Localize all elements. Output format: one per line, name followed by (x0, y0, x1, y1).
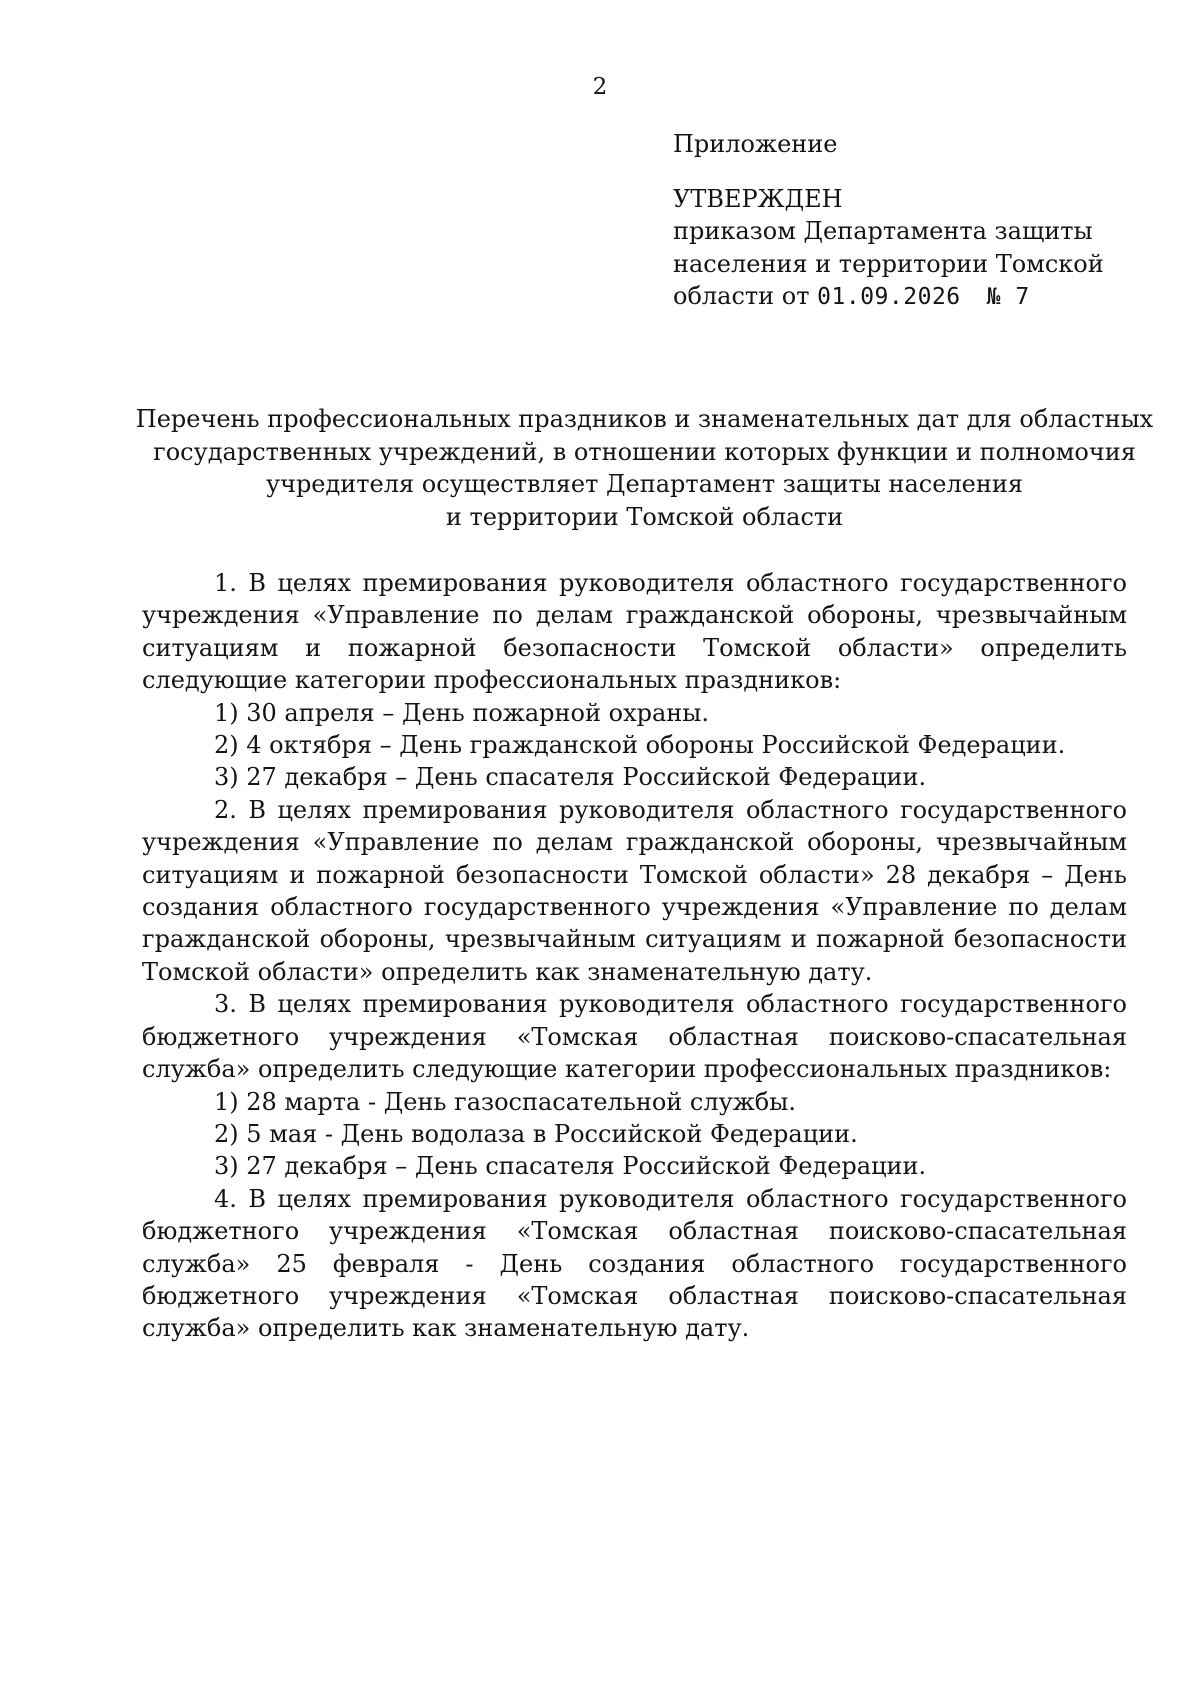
page-number: 2 (592, 74, 608, 100)
annex-label: Приложение (673, 130, 838, 158)
section-2-paragraph: 2. В целях премирования руководителя областного государственного учреждения «Управление по делам гражданской обороны, чрезвычайным ситуациям и пожарной безопасности Томской области» 28 декабря – День создания областного государственного учреждения «Управление по делам гражданской обороны, чрезвычайным ситуациям и пожарной безопасности Томской области» определить как знаменательную дату. (142, 795, 1127, 986)
section-1-item-3: 3) 27 декабря – День спасателя Российской Федерации. (214, 763, 927, 792)
title-line-4: и территории Томской области (445, 502, 844, 531)
title-line-2: государственных учреждений, в отношении которых функции и полномочия (153, 437, 1136, 466)
section-1-item-2: 2) 4 октября – День гражданской обороны Российской Федерации. (214, 731, 1066, 760)
document-title (120, 403, 1169, 533)
approval-gap (673, 161, 1153, 183)
document-body (142, 567, 1127, 1345)
title-line-1: Перечень профессиональных праздников и знаменательных дат для областных (135, 405, 1154, 433)
approval-line-3-prefix: области от (673, 282, 810, 310)
approval-block (673, 128, 1153, 314)
approved-label: УТВЕРЖДЕН (673, 184, 843, 213)
approval-line-1: приказом Департамента защиты (673, 217, 1093, 245)
approval-line-2: населения и территории Томской (673, 249, 1104, 278)
section-3-item-3: 3) 27 декабря – День спасателя Российской Федерации. (214, 1152, 927, 1181)
section-4-paragraph: 4. В целях премирования руководителя областного государственного бюджетного учреждения «Томская областная поисково-спасательная служба» 25 февраля - День создания областного государственного бюджетного учреждения «Томская областная поисково-спасательная служба» определить как знаменательную дату. (142, 1184, 1127, 1343)
order-date: 01.09.2026 (817, 284, 961, 310)
title-line-3: учредителя осуществляет Департамент защиты населения (265, 470, 1024, 498)
section-3-item-2: 2) 5 мая - День водолаза в Российской Федерации. (214, 1119, 858, 1148)
approval-line-3 (673, 280, 1153, 314)
section-1-paragraph: 1. В целях премирования руководителя областного государственного учреждения «Управление по делам гражданской обороны, чрезвычайным ситуациям и пожарной безопасности Томской области» определить следующие категории профессиональных праздников: (142, 569, 1127, 695)
section-3-paragraph: 3. В целях премирования руководителя областного государственного бюджетного учреждения «Томская областная поисково-спасательная служба» определить следующие категории профессиональных праздников: (142, 990, 1127, 1084)
order-number: № 7 (986, 284, 1030, 310)
section-3-item-1: 1) 28 марта - День газоспасательной службы. (214, 1087, 796, 1116)
section-1-item-1: 1) 30 апреля – День пожарной охраны. (214, 698, 709, 727)
